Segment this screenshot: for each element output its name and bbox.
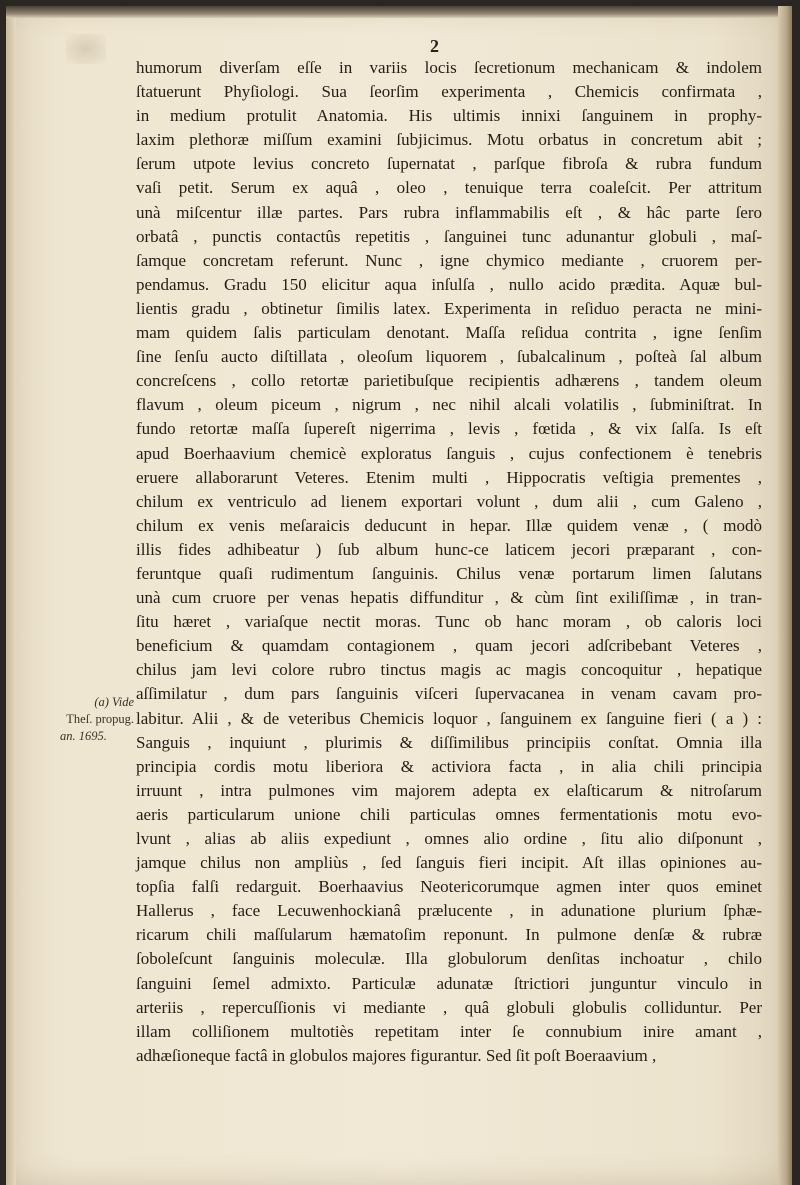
- text-line: unà cum cruore per venas hepatis diffunditur , & cùm ſint exiliſſimæ , in tran-: [136, 588, 762, 608]
- text-line: chilum ex ventriculo ad lienem exportari volunt , dum alii , cum Galeno ,: [136, 491, 762, 511]
- body-text: [136, 56, 762, 1068]
- text-line: mam quidem ſalis particulam denotant. Maſſa reſidua contrita , igne ſenſim: [136, 323, 762, 343]
- page-gutter: [778, 6, 792, 1185]
- text-line: beneficium & quamdam contagionem , quam jecori adſcribebant Veteres ,: [136, 636, 762, 656]
- page-number: 2: [430, 36, 439, 56]
- text-line: ſtatuerunt Phyſiologi. Sua ſeorſim experimenta , Chemicis confirmata ,: [136, 82, 762, 102]
- text-line: principia cordis motu liberiora & activiora facta , in alia chili principia: [136, 756, 762, 776]
- page-top-edge: [6, 6, 792, 18]
- text-line: aeris particularum unione chili particulas omnes fermentationis motu evo-: [136, 804, 762, 824]
- text-line: ſine ſenſu aucto diſtillata , oleoſum liquorem , ſubalcalinum , poſteà ſal album: [136, 347, 762, 367]
- text-line: ſanguini ſemel admixto. Particulæ adunatæ ſtrictiori junguntur vinculo in: [136, 973, 762, 993]
- text-line: jamque chilus non ampliùs , ſed ſanguis fieri incipit. Aſt illas opiniones au-: [136, 853, 762, 873]
- text-line: humorum diverſam eſſe in variis locis ſecretionum mechanicam & indolem: [136, 58, 762, 77]
- text-line: Sanguis , inquiunt , plurimis & diſſimilibus principiis conſtat. Omnia illa: [136, 732, 762, 752]
- text-line: feruntque quaſi rudimentum ſanguinis. Chilus venæ portarum limen ſalutans: [136, 563, 762, 583]
- text-line: labitur. Alii , & de veteribus Chemicis loquor , ſanguinem ex ſanguine fieri ( a ) :: [136, 708, 762, 728]
- text-line: fundo retortæ maſſa ſupereſt nigerrima , levis , fœtida , & vix ſalſa. Is eſt: [136, 419, 762, 439]
- book-page: [6, 6, 792, 1185]
- marginal-note: [58, 694, 134, 745]
- text-line: orbatâ , punctis contactûs repetitis , ſanguinei tunc adunantur globuli , maſ-: [136, 226, 762, 246]
- text-line: topſia falſi redarguit. Boerhaavius Neotericorumque agmen inter quos eminet: [136, 877, 762, 897]
- text-line: ſerum utpote levius concreto ſupernatat , parſque fibroſa & rubra fundum: [136, 154, 762, 174]
- text-line: illis fides adhibeatur ) ſub album hunc-ce laticem jecori præparant , con-: [136, 539, 762, 559]
- text-line: ſamque concretam referunt. Nunc , igne chymico mediante , cruorem per-: [136, 250, 762, 270]
- stain: [66, 34, 106, 64]
- page-left-edge: [6, 6, 16, 1185]
- text-line: laxim plethoræ miſſum examini ſubjicimus. Motu orbatus in concretum abit ;: [136, 130, 762, 150]
- text-line: ſitu hæret , variaſque nectit moras. Tunc ob hanc moram , ob caloris loci: [136, 612, 762, 632]
- text-line: chilus jam levi colore rubro tinctus magis ac magis concoquitur , hepatique: [136, 660, 762, 680]
- text-line: unà miſcentur illæ partes. Pars rubra inflammabilis eſt , & hâc parte ſero: [136, 202, 762, 222]
- text-line: eruere allaborarunt Veteres. Etenim multi , Hippocratis veſtigia prementes ,: [136, 467, 762, 487]
- text-line: in medium protulit Anatomia. His ultimis innixi ſanguinem in prophy-: [136, 106, 762, 126]
- text-line: ſoboleſcunt ſanguinis moleculæ. Illa globulorum denſitas inchoatur , chilo: [136, 949, 762, 969]
- text-line: arteriis , repercuſſionis vi mediante , quâ globuli globulis colliduntur. Per: [136, 997, 762, 1017]
- text-line: chilum ex venis meſaraicis deducunt in hepar. Illæ quidem venæ , ( modò: [136, 515, 762, 535]
- text-line: irruunt , intra pulmones vim majorem adepta ex elaſticarum & nitroſarum: [136, 780, 762, 800]
- text-line: pendamus. Gradu 150 elicitur aqua inſulſa , nullo acido prædita. Aquæ bul-: [136, 274, 762, 294]
- text-line: flavum , oleum piceum , nigrum , nec nihil alcali volatilis , ſubminiſtrat. In: [136, 395, 762, 415]
- text-line: vaſi petit. Serum ex aquâ , oleo , tenuique terra coaleſcit. Per attritum: [136, 178, 762, 198]
- text-line: lientis gradu , obtinetur ſimilis latex. Experimenta in reſiduo peracta ne mini-: [136, 298, 762, 318]
- marginal-note-line: an. 1695.: [60, 729, 107, 743]
- text-line: lvunt , alias ab aliis expediunt , omnes alio ordine , ſitu alio diſponunt ,: [136, 829, 762, 848]
- text-line: illam colliſionem multotiès repetitam inter ſe connubium inire amant ,: [136, 1021, 762, 1041]
- marginal-note-line: (a) Vide: [94, 695, 134, 709]
- text-line: adhæſioneque factâ in globulos majores figurantur. Sed ſit poſt Boeraavium ,: [136, 1045, 657, 1065]
- marginal-note-line: Theſ. propug.: [66, 712, 134, 726]
- text-line: aſſimilatur , dum pars ſanguinis viſceri ſupervacanea in venam cavam pro-: [136, 684, 762, 704]
- text-line: concreſcens , collo retortæ parietibuſque recipientis adhærens , tandem oleum: [136, 371, 762, 391]
- text-line: ricarum chili maſſularum hæmatoſim reponunt. In pulmone denſæ & rubræ: [136, 925, 762, 945]
- text-line: apud Boerhaavium chemicè exploratus ſanguis , cujus confectionem è tenebris: [136, 443, 762, 463]
- text-line: Hallerus , face Lecuwenhockianâ prælucente , in adunatione plurium ſphæ-: [136, 901, 762, 921]
